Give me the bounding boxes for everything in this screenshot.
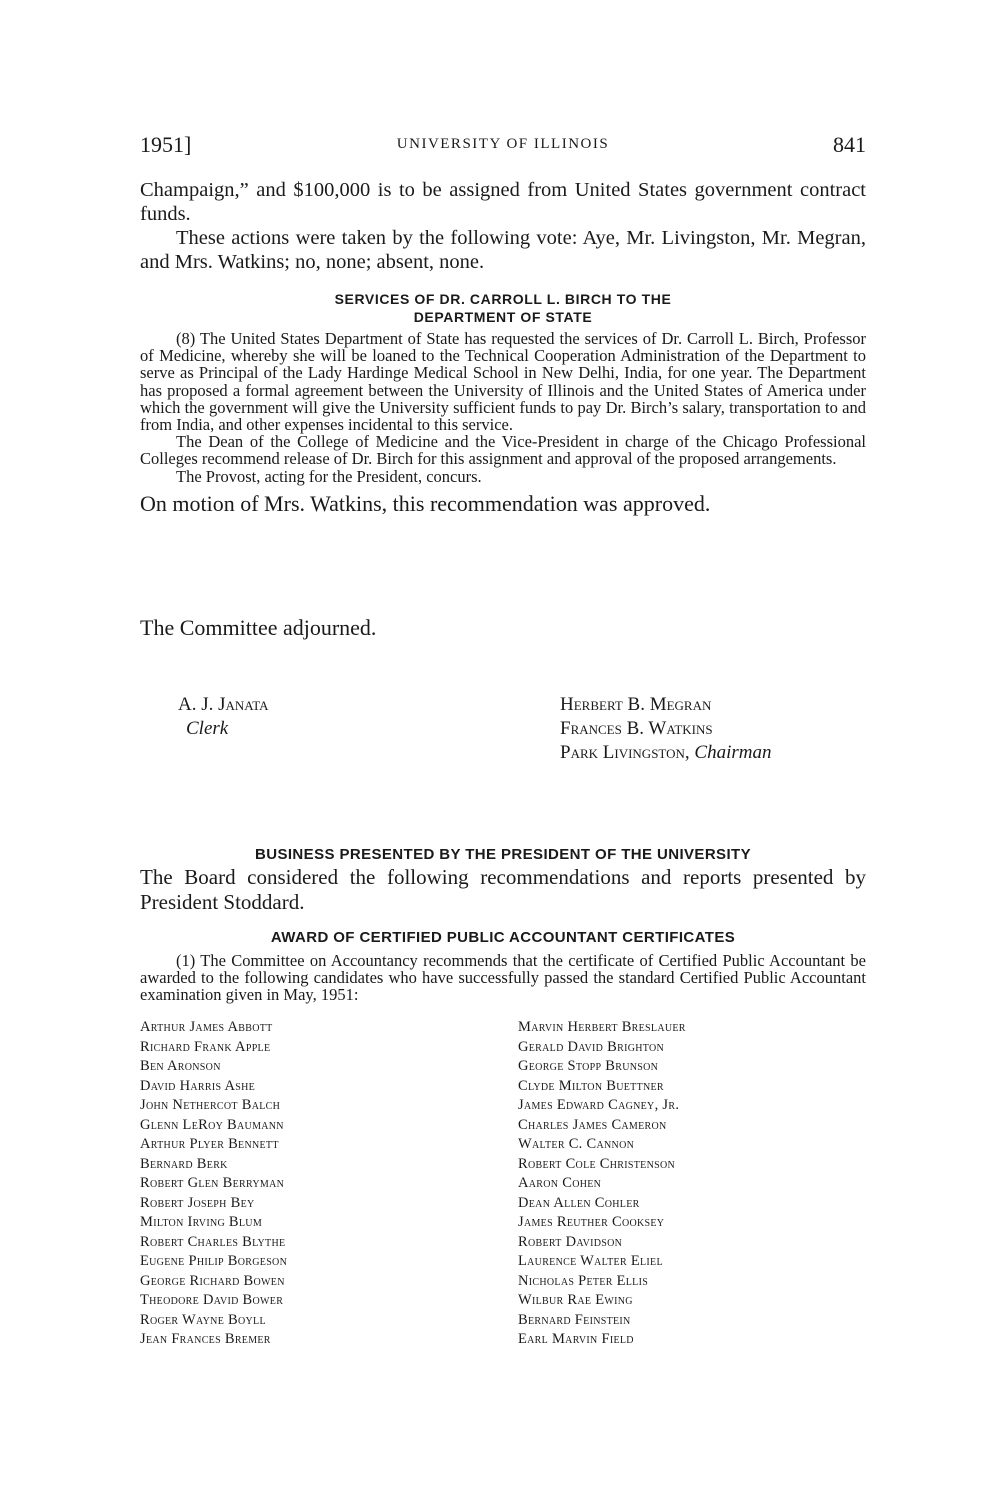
candidate-name: Bernard Feinstein: [518, 1311, 631, 1328]
candidate-name: David Harris Ashe: [140, 1077, 256, 1094]
candidate-name: Ben Aronson: [140, 1058, 221, 1074]
birch-paragraph-2: The Dean of the College of Medicine and the Vice-President in charge of the Chicago Professional Colleges recommend release of Dr. Birch for this assignment and approval of the proposed arrangements.: [140, 432, 866, 469]
running-header: [140, 132, 866, 162]
section-heading-line2: DEPARTMENT OF STATE: [413, 309, 593, 325]
candidate-list-left: [140, 1018, 287, 1350]
business-paragraph: The Board considered the following recommendations and reports presented by President Stoddard.: [140, 865, 866, 914]
candidate-name: Theodore David Bower: [140, 1292, 284, 1308]
candidate-name: Gerald David Brighton: [518, 1038, 665, 1055]
candidate-name: Wilbur Rae Ewing: [518, 1292, 633, 1308]
candidate-name: James Reuther Cooksey: [518, 1214, 665, 1230]
chair-name: Park Livingston,: [560, 742, 690, 763]
candidate-name: Robert Cole Christenson: [518, 1155, 676, 1172]
section-cpa: [140, 928, 866, 1004]
birch-paragraph-1: (8) The United States Department of State has requested the services of Dr. Carroll L. Birch, Professor of Medicine, whereby she will be loaned to the Technical Cooperation Administration of the Department to serve as Principal of the Lady Hardinge Medical School in New Delhi, India, for one year. The Department has proposed a formal agreement between the University of Illinois and the United States of America under which the government will give the University sufficient funds to pay Dr. Birch’s salary, transportation to and from India, and other expenses incidental to this service.: [140, 329, 866, 435]
candidate-name: Dean Allen Cohler: [518, 1194, 640, 1211]
candidate-name: Aaron Cohen: [518, 1175, 602, 1191]
candidate-name: Arthur James Abbott: [140, 1019, 273, 1035]
intro-paragraph: Champaign,” and $100,000 is to be assigned from United States government contract funds.: [140, 179, 866, 225]
candidate-name: Laurence Walter Eliel: [518, 1253, 663, 1269]
clerk-title: Clerk: [186, 718, 229, 739]
header-year: 1951]: [140, 132, 192, 157]
candidate-name: George Stopp Brunson: [518, 1058, 659, 1074]
candidate-name: James Edward Cagney, Jr.: [518, 1097, 680, 1113]
candidate-name: Charles James Cameron: [518, 1116, 667, 1133]
candidate-name: Roger Wayne Boyll: [140, 1311, 266, 1328]
candidate-name: Arthur Plyer Bennett: [140, 1136, 279, 1152]
candidate-name: Jean Frances Bremer: [140, 1331, 271, 1347]
header-title: UNIVERSITY OF ILLINOIS: [396, 136, 610, 152]
cpa-heading: AWARD OF CERTIFIED PUBLIC ACCOUNTANT CERTIFICATES: [270, 929, 736, 946]
candidate-name: Clyde Milton Buettner: [518, 1077, 664, 1094]
adjourned-block: [140, 615, 866, 641]
committee-signatures: [560, 693, 771, 765]
signature-megran: Herbert B. Megran: [560, 694, 712, 715]
chair-title: Chairman: [694, 742, 772, 763]
candidate-name: Glenn LeRoy Baumann: [140, 1116, 284, 1133]
adjourned-text: The Committee adjourned.: [140, 615, 377, 640]
candidate-name: Milton Irving Blum: [140, 1214, 263, 1230]
motion-text: On motion of Mrs. Watkins, this recommendation was approved.: [140, 490, 711, 516]
candidate-name: Nicholas Peter Ellis: [518, 1272, 649, 1289]
birch-paragraph-3: The Provost, acting for the President, concurs.: [176, 466, 482, 486]
candidate-name: Marvin Herbert Breslauer: [518, 1019, 686, 1035]
section-birch: [140, 290, 866, 517]
candidate-name: John Nethercot Balch: [140, 1097, 281, 1113]
vote-paragraph: These actions were taken by the following vote: Aye, Mr. Livingston, Mr. Megran, and Mrs. Watkins; no, none; absent, none.: [140, 227, 866, 273]
signature-watkins: Frances B. Watkins: [560, 718, 713, 739]
candidate-name: Eugene Philip Borgeson: [140, 1253, 288, 1269]
cpa-paragraph: (1) The Committee on Accountancy recommends that the certificate of Certified Public Accountant be awarded to the following candidates who have successfully passed the standard Certified Public Accountant examination given in May, 1951:: [140, 951, 866, 1005]
candidate-name: Richard Frank Apple: [140, 1038, 271, 1055]
signature-livingston: [560, 741, 771, 765]
candidate-name: Bernard Berk: [140, 1155, 228, 1172]
intro-block: [140, 178, 866, 274]
page-number: 841: [833, 132, 866, 157]
candidate-name: Earl Marvin Field: [518, 1331, 634, 1347]
candidate-name: Robert Glen Berryman: [140, 1175, 285, 1191]
business-heading: BUSINESS PRESENTED BY THE PRESIDENT OF THE UNIVERSITY: [255, 846, 751, 863]
candidate-name: Walter C. Cannon: [518, 1136, 635, 1152]
clerk-signature: [178, 693, 269, 741]
section-heading-line1: SERVICES OF DR. CARROLL L. BIRCH TO THE: [334, 291, 672, 307]
candidate-name: George Richard Bowen: [140, 1272, 285, 1289]
clerk-name: A. J. Janata: [178, 694, 269, 715]
candidate-name: Robert Davidson: [518, 1233, 623, 1250]
candidate-name: Robert Charles Blythe: [140, 1233, 286, 1250]
business-block: [140, 845, 866, 915]
candidate-name: Robert Joseph Bey: [140, 1194, 255, 1211]
candidate-list-right: [518, 1018, 686, 1350]
